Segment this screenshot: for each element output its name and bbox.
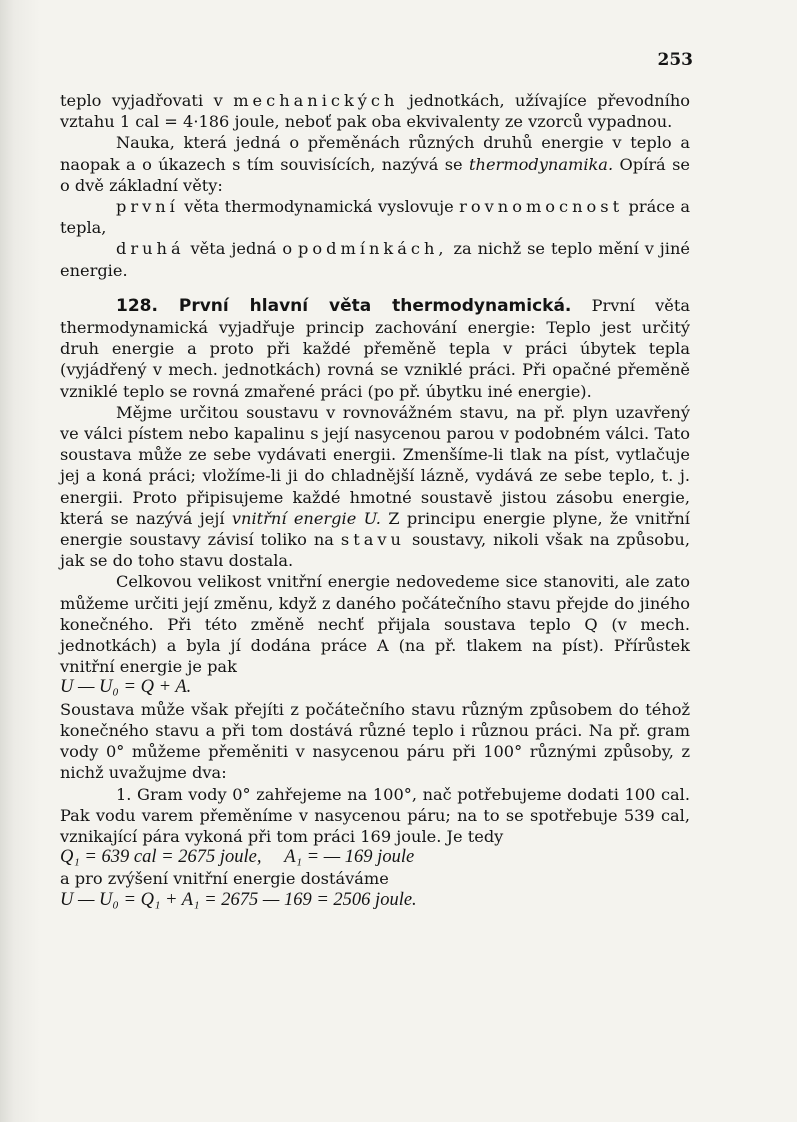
text-run: věta thermodynamická vyslovuje — [178, 197, 460, 217]
page-number: 253 — [657, 50, 693, 70]
text-run: Opírá se o dvě základní věty: — [60, 154, 690, 195]
text-run: věta jedná o — [184, 239, 298, 259]
text-run: První věta thermodynamická vyjadřuje princip zachování energie: Teplo jest určitý druh energie a proto při každé přeměně tepla v práci úbytek tepla (vyjádřený v mech. jednotkách) rovná se vzniklé práci. Při opačné přeměně vzniklé teplo se rovná zmařené práci (po př. úbytku iné energie). — [60, 295, 690, 401]
term-internal-energy: vnitřní energie U. — [231, 508, 381, 528]
section-paragraph-3: Celkovou velikost vnitřní energie nedovedeme sice stanoviti, ale zato můžeme určiti její změnu, když z daného počátečního stavu přejde do jiného konečného. Při této změně nechť přijala soustava teplo Q (v mech. jednotkách) a byla jí dodána práce A (na př. tlakem na píst). Přírůstek vnitřní energie je pak — [60, 572, 690, 677]
text-run: Z principu energie plyne, že vnitřní energie soustavy závisí toliko na — [60, 508, 690, 550]
intro-paragraph-1 — [60, 90, 690, 132]
spaced-text: rovnomocnost — [459, 197, 624, 217]
equation-2: Q₁ = 639 cal = 2675 joule, A₁ = — 169 joule — [60, 847, 415, 868]
section-paragraph-4: Soustava může však přejíti z počátečního stavu různým způsobem do téhož konečného stavu a při tom dostává různé teplo i různou práci. Na př. gram vody 0° můžeme přeměniti v nasycenou páru při 100° různými způsoby, z nichž uvažujme dva: — [60, 699, 690, 783]
term-thermodynamika: thermodynamika. — [469, 154, 614, 174]
text-run: teplo vyjadřovati v — [60, 91, 234, 110]
intro-paragraph-4 — [60, 238, 690, 280]
equation-1: U — U₀ = Q + A. — [60, 677, 192, 698]
page-body — [60, 90, 690, 911]
spaced-text: druhá — [116, 239, 185, 259]
intro-paragraph-2 — [60, 132, 690, 196]
spaced-text: první — [116, 197, 179, 217]
text-run: jednotkách, užívajíce převodního vztahu 1 cal = 4·186 joule, neboť pak oba ekvivalenty ze vzorců vypadnou. — [60, 91, 690, 132]
section-paragraph-1 — [60, 295, 690, 402]
text-run: práce a tepla, — [60, 197, 691, 238]
spaced-text: mechanických — [233, 91, 399, 110]
section-paragraph-2 — [60, 402, 690, 572]
section-paragraph-6: a pro zvýšení vnitřní energie dostáváme — [60, 869, 389, 889]
text-run: soustavy, nikoli však na způsobu, jak se do toho stavu dostala. — [60, 530, 690, 571]
text-run: za nichž se teplo mění v jiné energie. — [60, 239, 690, 280]
section-paragraph-5: 1. Gram vody 0° zahřejeme na 100°, nač potřebujeme dodati 100 cal. Pak vodu varem přeměníme v nasycenou páru; na to se spotřebuje 539 cal, vznikající pára vykoná při tom práci 169 joule. Je tedy — [60, 784, 690, 846]
text-run: Nauka, která jedná o přeměnách různých druhů energie v teplo a naopak a o úkazech s tím souvisících, nazývá se — [60, 133, 690, 174]
equation-3: U — U₀ = Q₁ + A₁ = 2675 — 169 = 2506 joule. — [60, 889, 417, 910]
section-heading: 128. První hlavní věta thermodynamická. — [116, 295, 572, 316]
spaced-text: stavu — [340, 530, 405, 550]
text-run: Mějme určitou soustavu v rovnovážném stavu, na př. plyn uzavřený ve válci pístem nebo kapalinu s její nasycenou parou v podobném válci. Tato soustava může ze sebe vydávati energii. Zmenšíme-li tlak na píst, vytlačuje jej a koná práci; vložíme-li ji do chladnější lázně, vydává ze sebe teplo, t. j. energii. Proto připisujeme každé hmotné soustavě jistou zásobu energie, která se nazývá její — [60, 402, 690, 528]
spaced-text: podmínkách, — [298, 239, 448, 259]
intro-paragraph-3 — [60, 196, 690, 238]
